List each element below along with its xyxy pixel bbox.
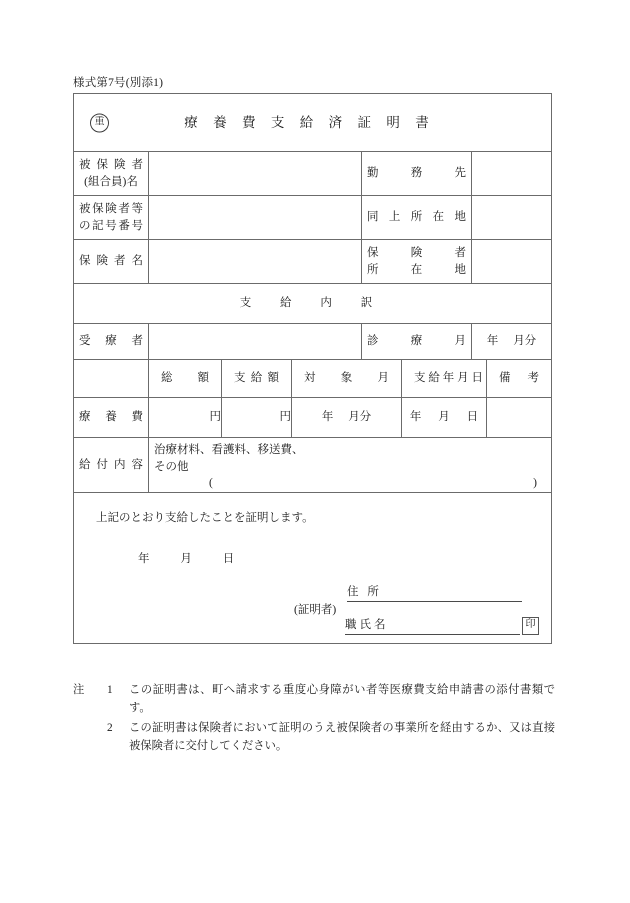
detail-remarks[interactable] <box>487 398 552 438</box>
benefit-content-row <box>74 438 552 493</box>
footnote-1 <box>73 681 555 718</box>
workplace-address-label: 同上所在地 <box>362 196 472 240</box>
detail-header-row <box>74 360 552 398</box>
form-number-label: 様式第7号(別添1) <box>73 77 164 89</box>
certifier-name-row <box>289 616 539 635</box>
footnote-1-number: 1 <box>107 684 113 696</box>
title-row <box>74 94 552 152</box>
benefit-content-value[interactable] <box>149 438 552 493</box>
detail-pay-date[interactable] <box>402 398 487 438</box>
treatment-month-year: 年 <box>486 335 499 348</box>
seal-box-icon[interactable]: 印 <box>522 617 539 635</box>
insured-name-value[interactable] <box>149 152 362 196</box>
certifier-address-label: 住 所 <box>347 585 382 598</box>
payment-breakdown-heading: 支 給 内 訳 <box>74 284 552 324</box>
certification-cell <box>74 493 552 644</box>
footnote-2 <box>73 719 555 756</box>
insured-name-label: 被 保 険 者 (組合員)名 <box>74 152 149 196</box>
patient-row <box>74 324 552 360</box>
certifier-label: (証明者) <box>294 604 337 617</box>
detail-header-remarks: 備 考 <box>487 360 552 398</box>
insured-number-value[interactable] <box>149 196 362 240</box>
detail-pay-date-day: 日 <box>466 411 479 424</box>
certification-date-year: 年 <box>138 553 150 566</box>
footnote-2-text: この証明書は保険者において証明のうえ被保険者の事業所を経由するか、又は直接被保険者に交付してください。 <box>129 721 555 752</box>
certifier-name-field[interactable] <box>345 617 520 636</box>
treatment-month-month: 月分 <box>513 335 537 348</box>
detail-paid-amount[interactable]: 円 <box>222 398 292 438</box>
certificate-form-table <box>73 93 552 644</box>
detail-header-target-month: 対 象 月 <box>292 360 402 398</box>
patient-label: 受 療 者 <box>74 324 149 360</box>
treatment-month-label: 診 療 月 <box>362 324 472 360</box>
insurer-name-row <box>74 240 552 284</box>
certification-date[interactable] <box>138 551 248 568</box>
insurer-address-value[interactable] <box>472 240 552 284</box>
certifier-address-field[interactable] <box>347 584 522 603</box>
benefit-content-line1: 治療材料、看護料、移送費、 <box>154 444 304 456</box>
certifier-signature-block <box>289 583 539 635</box>
insurer-name-value[interactable] <box>149 240 362 284</box>
certification-date-month: 月 <box>180 553 192 566</box>
payment-breakdown-heading-row <box>74 284 552 324</box>
benefit-content-label: 給 付 内 容 <box>74 438 149 493</box>
detail-header-paid: 支 給 額 <box>222 360 292 398</box>
detail-header-blank <box>74 360 149 398</box>
benefit-paren-left: ( <box>209 477 213 490</box>
benefit-paren-right: ) <box>533 477 537 490</box>
certification-date-day: 日 <box>222 553 235 566</box>
workplace-label: 勤 務 先 <box>362 152 472 196</box>
detail-target-month-month: 月分 <box>348 411 372 424</box>
insured-number-row <box>74 196 552 240</box>
certification-row <box>74 493 552 644</box>
insurer-address-label: 保 険 者 所 在 地 <box>362 240 472 284</box>
certification-statement: 上記のとおり支給したことを証明します。 <box>96 512 314 525</box>
detail-total-amount[interactable]: 円 <box>149 398 222 438</box>
detail-item-label: 療 養 費 <box>74 398 149 438</box>
circled-seal-icon: 重 <box>90 113 109 132</box>
footnote-marker: 注 <box>73 684 85 696</box>
insured-name-row <box>74 152 552 196</box>
table-row <box>74 398 552 438</box>
workplace-address-value[interactable] <box>472 196 552 240</box>
footnote-1-text: この証明書は、町へ請求する重度心身障がい者等医療費支給申請書の添付書類です。 <box>129 684 555 715</box>
footnote-2-number: 2 <box>107 721 113 734</box>
certifier-address-row <box>289 583 539 602</box>
footnotes <box>73 681 555 755</box>
insurer-name-label: 保 険 者 名 <box>74 240 149 284</box>
detail-header-total: 総 額 <box>149 360 222 398</box>
title-cell <box>74 94 552 152</box>
benefit-content-other-field[interactable] <box>154 475 551 490</box>
detail-header-pay-date: 支 給 年 月 日 <box>402 360 487 398</box>
treatment-month-value[interactable] <box>472 324 552 360</box>
detail-target-month[interactable] <box>292 398 402 438</box>
detail-pay-date-year: 年 <box>409 411 422 424</box>
insured-number-label: 被保険者等 の記号番号 <box>74 196 149 240</box>
certifier-name-label: 職氏名 <box>345 618 389 631</box>
detail-pay-date-month: 月 <box>438 411 450 424</box>
workplace-value[interactable] <box>472 152 552 196</box>
patient-value[interactable] <box>149 324 362 360</box>
detail-target-month-year: 年 <box>321 411 334 424</box>
benefit-content-line2: その他 <box>154 460 189 473</box>
document-title: 療 養 費 支 給 済 証 明 書 <box>184 114 435 130</box>
